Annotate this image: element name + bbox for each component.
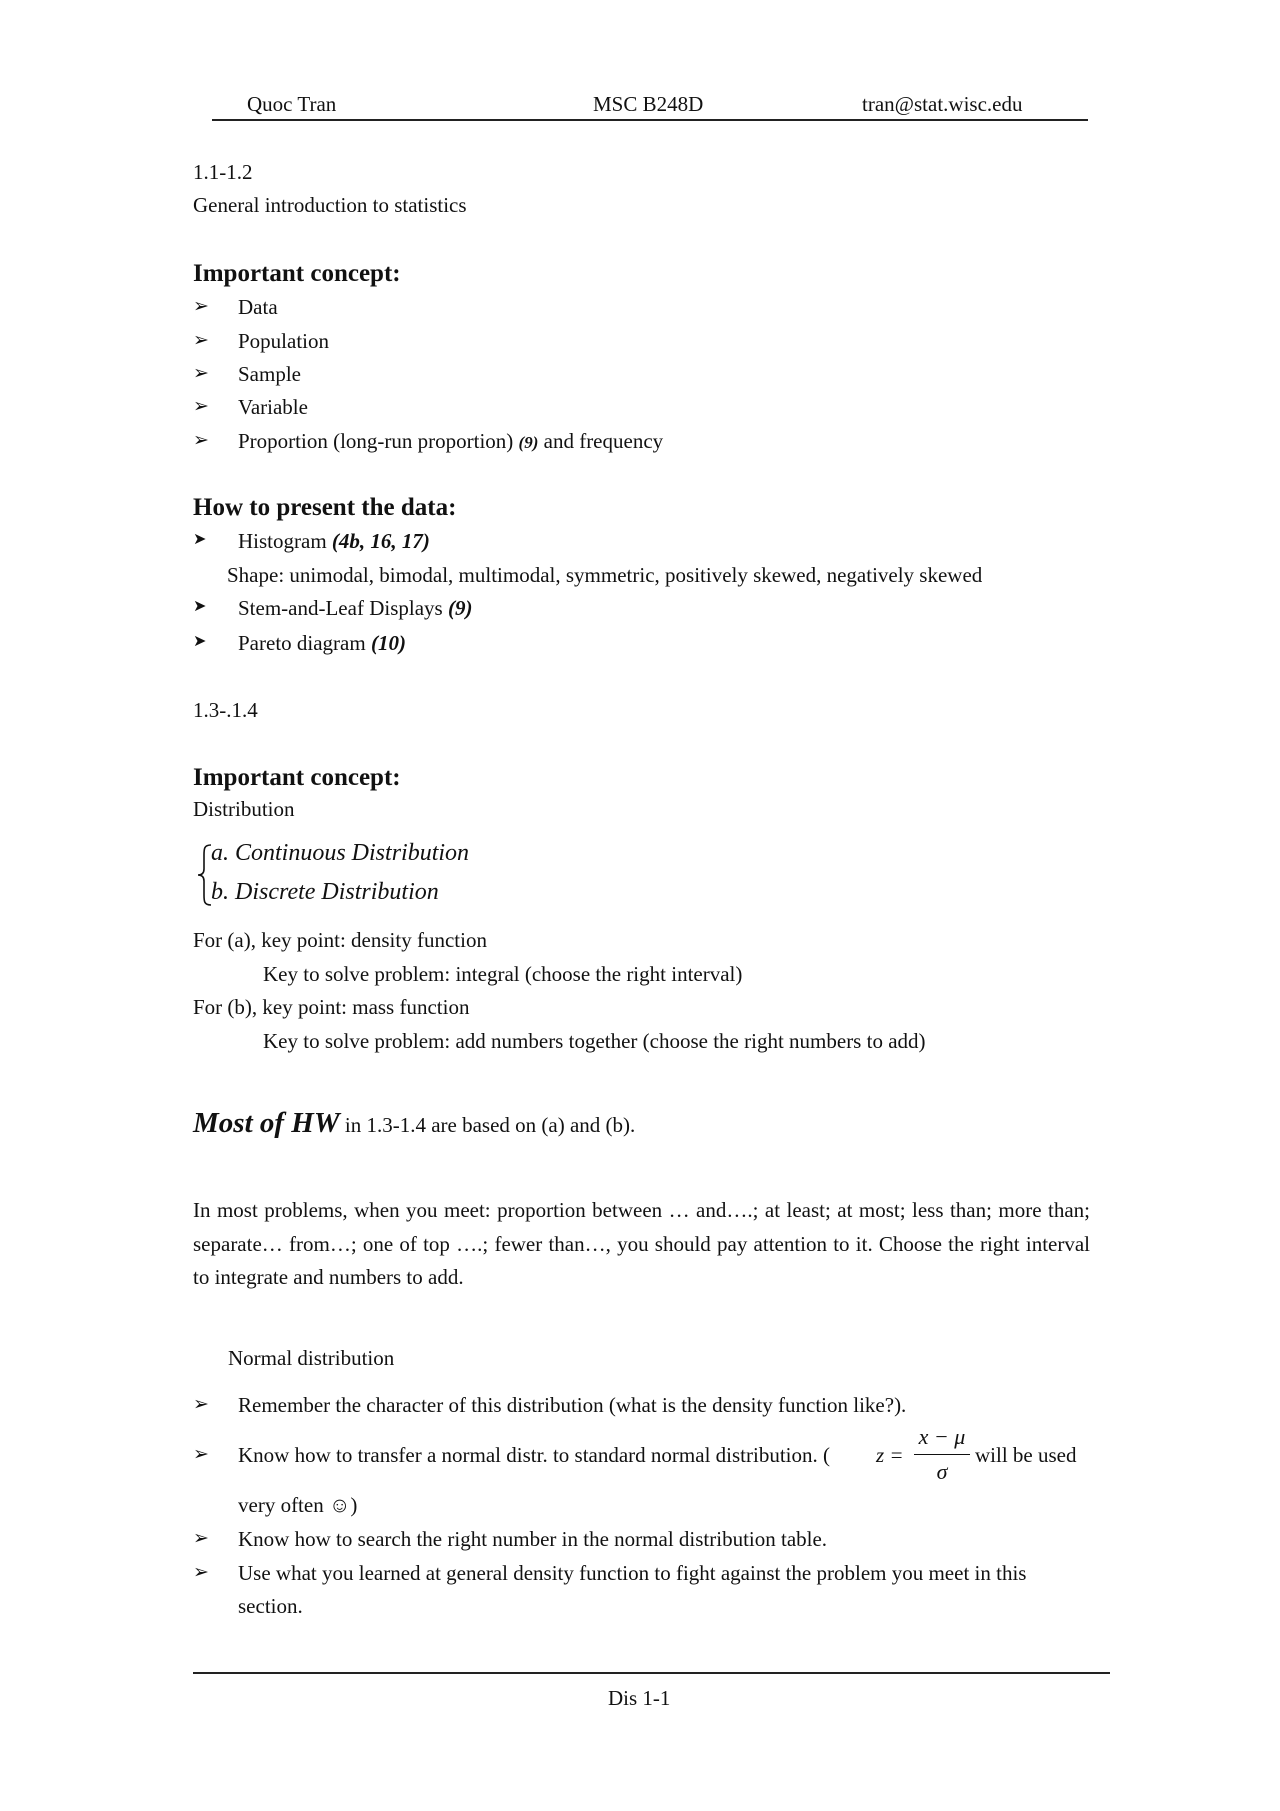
brace-item-discrete: b. Discrete Distribution (211, 879, 439, 905)
formula-denominator: σ (936, 1459, 948, 1484)
header-office: MSC B248D (593, 92, 704, 116)
arrowhead-bullet-icon: ➢ (193, 330, 209, 351)
for-a-text: For (a), key point: density function (193, 928, 487, 952)
section-title-1: General introduction to statistics (193, 193, 467, 217)
normal-bullet-4: Use what you learned at general density function to fight against the problem you meet in this (238, 1561, 1027, 1585)
header-email: tran@stat.wisc.edu (862, 92, 1023, 116)
concept-item: Variable (238, 395, 308, 419)
pareto-ref: (10) (370, 631, 406, 655)
normal-bullet-1: Remember the character of this distribution (what is the density function like?). (238, 1393, 907, 1417)
formula-numerator: x − μ (918, 1424, 966, 1449)
arrowhead-bullet-icon: ➤ (193, 531, 207, 548)
arrowhead-bullet-icon: ➤ (193, 598, 207, 615)
proportion-tail: and frequency (538, 429, 664, 453)
key-b-text: Key to solve problem: add numbers together (choose the right numbers to add) (263, 1029, 926, 1053)
most-hw-tail: in 1.3-1.4 are based on (a) and (b). (339, 1113, 636, 1137)
formula-z: z = (876, 1443, 904, 1467)
fraction-bar (914, 1454, 970, 1455)
arrowhead-bullet-icon: ➢ (193, 296, 209, 317)
brace-item-continuous: a. Continuous Distribution (211, 840, 470, 866)
section-number-2: 1.3-.1.4 (193, 698, 258, 722)
footer-rule (193, 1672, 1110, 1674)
for-b-text: For (b), key point: mass function (193, 995, 470, 1019)
arrowhead-bullet-icon: ➢ (193, 1444, 209, 1465)
concept-item: Population (238, 329, 330, 353)
arrowhead-bullet-icon: ➢ (193, 1528, 209, 1549)
pareto-label: Pareto diagram (238, 631, 371, 655)
proportion-text: Proportion (long-run proportion) (238, 429, 519, 453)
present-heading: How to present the data: (193, 494, 457, 521)
arrowhead-bullet-icon: ➢ (193, 430, 209, 451)
histogram-label: Histogram (238, 529, 332, 553)
histogram-shape: Shape: unimodal, bimodal, multimodal, symmetric, positively skewed, negatively skewed (227, 563, 983, 587)
most-hw-emphasis: Most of HW (193, 1107, 340, 1139)
normal-bullet-2-cont: very often ☺) (238, 1493, 358, 1517)
distribution-label: Distribution (193, 797, 295, 821)
problems-paragraph: In most problems, when you meet: proportion between … and….; at least; at most; less than; more than; separate… from…; one of top ….; fewer than…, you should pay attention to it. Choose the right interval to integrate and numbers to add. (193, 1198, 1090, 1289)
histogram-ref: (4b, 16, 17) (331, 529, 430, 553)
normal-bullet-2: Know how to transfer a normal distr. to standard normal distribution. ( (238, 1443, 830, 1467)
concept-item-proportion (238, 429, 663, 454)
header-name: Quoc Tran (247, 92, 337, 116)
proportion-ref: (9) (518, 433, 539, 452)
histogram-item (238, 529, 430, 554)
stem-ref: (9) (447, 596, 473, 620)
arrowhead-bullet-icon: ➤ (193, 633, 207, 650)
concept-heading-2: Important concept: (193, 764, 401, 791)
pareto-item (238, 631, 406, 656)
normal-bullet-3: Know how to search the right number in the normal distribution table. (238, 1527, 828, 1551)
arrowhead-bullet-icon: ➢ (193, 1394, 209, 1415)
normal-heading: Normal distribution (228, 1346, 395, 1370)
arrowhead-bullet-icon: ➢ (193, 396, 209, 417)
page-label: Dis 1-1 (608, 1686, 671, 1710)
arrowhead-bullet-icon: ➢ (193, 363, 209, 384)
section-number-1: 1.1-1.2 (193, 160, 253, 184)
normal-bullet-2-tail: will be used (975, 1443, 1077, 1467)
concept-item: Data (238, 295, 278, 319)
normal-bullet-4-cont: section. (238, 1594, 303, 1618)
most-hw-line (193, 1107, 635, 1140)
concept-item: Sample (238, 362, 301, 386)
key-a-text: Key to solve problem: integral (choose the right interval) (263, 962, 743, 986)
header-rule (212, 119, 1088, 121)
concept-heading-1: Important concept: (193, 260, 401, 287)
stem-label: Stem-and-Leaf Displays (238, 596, 448, 620)
stem-leaf-item (238, 596, 472, 621)
arrowhead-bullet-icon: ➢ (193, 1562, 209, 1583)
